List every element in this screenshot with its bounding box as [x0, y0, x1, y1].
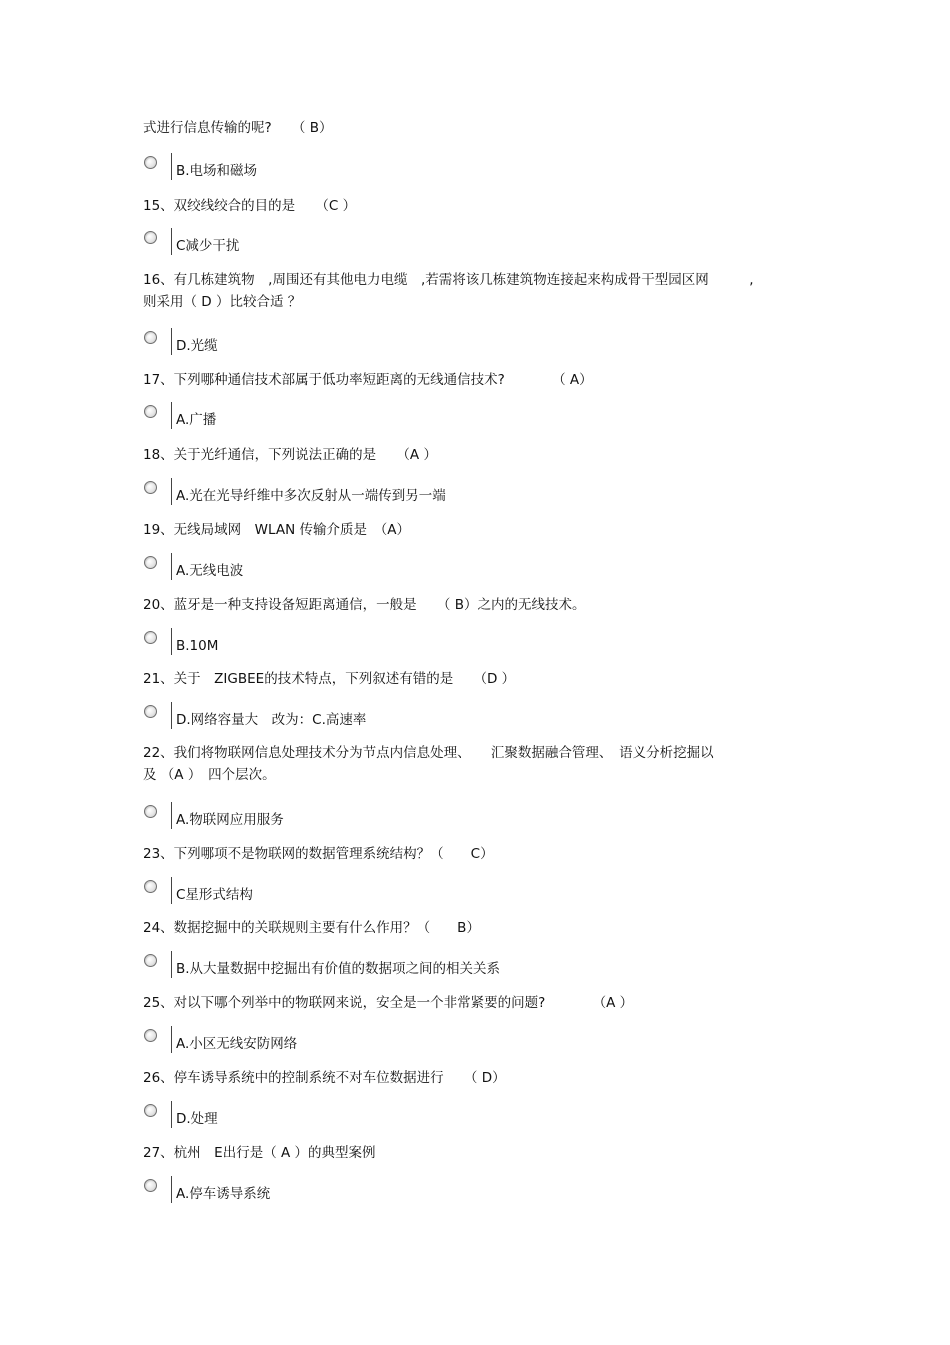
radio-icon[interactable] [144, 954, 157, 967]
answer-option-label: A.广播 [176, 412, 217, 428]
question-stem: 21、关于 ZIGBEE的技术特点，下列叙述有错的是 （D ） [143, 671, 516, 687]
answer-option[interactable] [144, 1176, 544, 1204]
radio-icon[interactable] [144, 631, 157, 644]
question-stem: 23、下列哪项不是物联网的数据管理系统结构？（ C） [143, 846, 494, 862]
divider [171, 553, 172, 580]
divider [171, 402, 172, 429]
question-stem: 20、蓝牙是一种支持设备短距离通信，一般是 （ B）之内的无线技术。 [143, 597, 586, 613]
question-stem: 17、下列哪种通信技术部属于低功率短距离的无线通信技术? （ A） [143, 372, 593, 388]
answer-option[interactable] [144, 228, 544, 256]
radio-icon[interactable] [144, 556, 157, 569]
answer-option[interactable] [144, 802, 544, 830]
question-stem: 16、有几栋建筑物 ,周围还有其他电力电缆 ,若需将该几栋建筑物连接起来构成骨干型园区网 , 则采用（ D ）比较合适 ？ [143, 272, 754, 310]
answer-option[interactable] [144, 553, 544, 581]
answer-option-label: A.光在光导纤维中多次反射从一端传到另一端 [176, 488, 446, 504]
radio-icon[interactable] [144, 1179, 157, 1192]
divider [171, 628, 172, 655]
radio-icon[interactable] [144, 1104, 157, 1117]
radio-icon[interactable] [144, 880, 157, 893]
divider [171, 951, 172, 978]
answer-option[interactable] [144, 877, 544, 905]
question-stem: 27、杭州 E出行是（ A ）的典型案例 [143, 1145, 376, 1161]
divider [171, 802, 172, 829]
answer-option-label: B.10M [176, 638, 219, 654]
divider [171, 702, 172, 729]
question-stem: 式进行信息传输的呢? （ B） [143, 120, 333, 136]
radio-icon[interactable] [144, 805, 157, 818]
answer-option[interactable] [144, 328, 544, 356]
answer-option[interactable] [144, 478, 544, 506]
answer-option[interactable] [144, 153, 544, 181]
answer-option[interactable] [144, 402, 544, 430]
divider [171, 1026, 172, 1053]
answer-option-label: A.停车诱导系统 [176, 1186, 271, 1202]
divider [171, 328, 172, 355]
answer-option-label: C星形式结构 [176, 887, 253, 903]
radio-icon[interactable] [144, 1029, 157, 1042]
answer-option-label: C减少干扰 [176, 238, 240, 254]
question-stem: 26、停车诱导系统中的控制系统不对车位数据进行 （ D） [143, 1070, 506, 1086]
answer-option-label: B.从大量数据中挖掘出有价值的数据项之间的相关关系 [176, 961, 501, 977]
answer-option-label: A.物联网应用服务 [176, 812, 284, 828]
answer-option[interactable] [144, 1026, 544, 1054]
question-stem: 22、我们将物联网信息处理技术分为节点内信息处理、 汇聚数据融合管理、 语义分析挖掘以 及 （A ） 四个层次。 [143, 745, 714, 783]
radio-icon[interactable] [144, 705, 157, 718]
answer-option-label: A.无线电波 [176, 563, 244, 579]
answer-option-label: D.处理 [176, 1111, 218, 1127]
question-stem: 25、对以下哪个列举中的物联网来说，安全是一个非常紧要的问题? （A ） [143, 995, 634, 1011]
divider [171, 1101, 172, 1128]
radio-icon[interactable] [144, 156, 157, 169]
answer-option[interactable] [144, 951, 544, 979]
divider [171, 877, 172, 904]
radio-icon[interactable] [144, 231, 157, 244]
divider [171, 228, 172, 255]
divider [171, 478, 172, 505]
answer-option-label: B.电场和磁场 [176, 163, 258, 179]
answer-option-label: D.网络容量大 改为：C.高速率 [176, 712, 367, 728]
radio-icon[interactable] [144, 405, 157, 418]
answer-option[interactable] [144, 628, 544, 656]
radio-icon[interactable] [144, 481, 157, 494]
radio-icon[interactable] [144, 331, 157, 344]
question-stem: 18、关于光纤通信，下列说法正确的是 （A ） [143, 447, 437, 463]
divider [171, 153, 172, 180]
answer-option[interactable] [144, 1101, 544, 1129]
question-stem: 19、无线局域网 WLAN 传输介质是 （A） [143, 522, 410, 538]
answer-option-label: D.光缆 [176, 338, 218, 354]
answer-option-label: A.小区无线安防网络 [176, 1036, 298, 1052]
divider [171, 1176, 172, 1203]
question-stem: 24、数据挖掘中的关联规则主要有什么作用？（ B） [143, 920, 480, 936]
answer-option[interactable] [144, 702, 544, 730]
question-stem: 15、双绞线绞合的目的是 （C ） [143, 198, 357, 214]
